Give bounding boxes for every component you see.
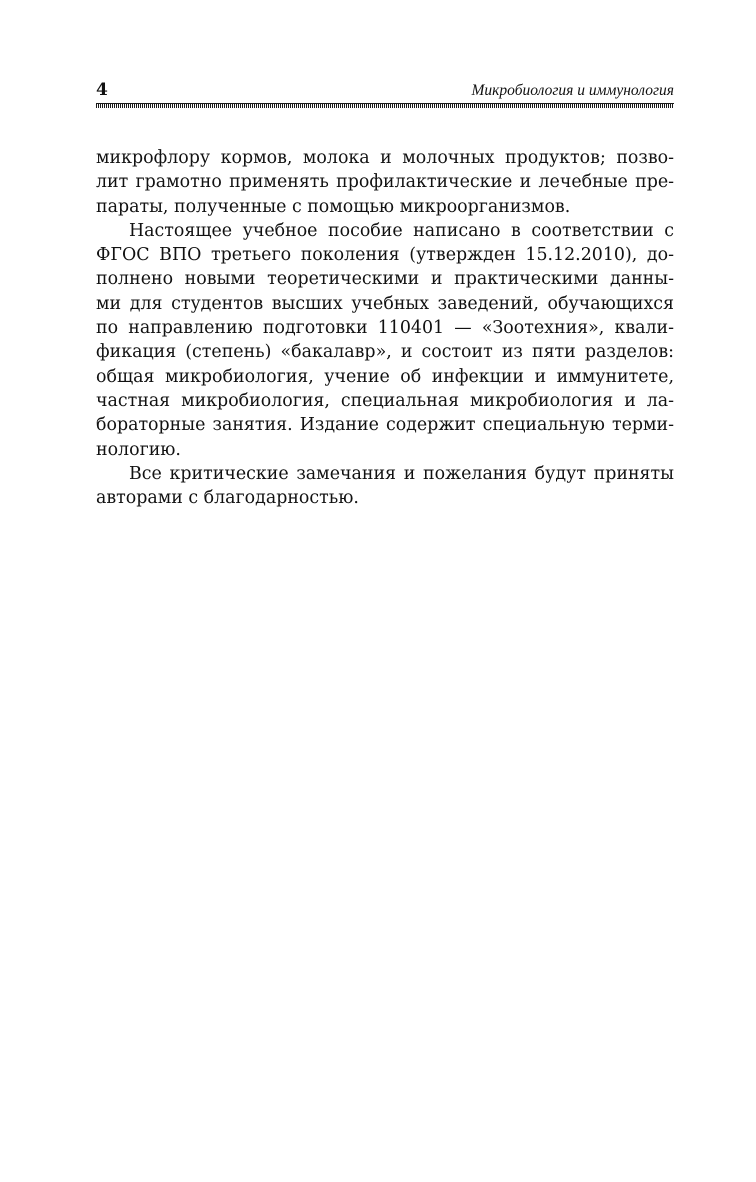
text-line: параты, полученные с помощью микроорганизмов. [96, 196, 571, 217]
header-rule [96, 103, 674, 108]
text-line: лит грамотно применять профилактические и лечебные пре- [96, 172, 674, 193]
text-line: авторами с благодарностью. [96, 488, 359, 509]
paragraph-continuation [96, 146, 674, 219]
text-line: нологию. [96, 439, 181, 460]
text-line: ми для студентов высших учебных заведений, обучающихся [96, 293, 674, 314]
text-line: микрофлору кормов, молока и молочных продуктов; позво- [96, 148, 674, 168]
text-line: общая микробиология, учение об инфекции и иммунитете, [96, 366, 674, 387]
text-line: частная микробиология, специальная микробиология и ла- [96, 390, 674, 411]
paragraph-about-textbook [96, 219, 674, 462]
text-line: по направлению подготовки 110401 — «Зоотехния», квали- [96, 318, 674, 339]
text-line: Все критические замечания и пожелания будут приняты [129, 463, 674, 484]
text-line: полнено новыми теоретическими и практическими данны- [96, 269, 674, 290]
text-line: фикация (степень) «бакалавр», и состоит из пяти разделов: [96, 342, 674, 363]
page-number: 4 [96, 80, 108, 100]
text-line: бораторные занятия. Издание содержит специальную терми- [96, 415, 674, 436]
text-line: ФГОС ВПО третьего поколения (утвержден 15.12.2010), до- [96, 245, 674, 266]
running-title: Микробиология и иммунология [471, 82, 674, 99]
text-line: Настоящее учебное пособие написано в соответствии с [129, 220, 674, 241]
paragraph-acknowledgement [96, 462, 674, 511]
running-header [96, 80, 674, 102]
body-text [96, 146, 674, 510]
